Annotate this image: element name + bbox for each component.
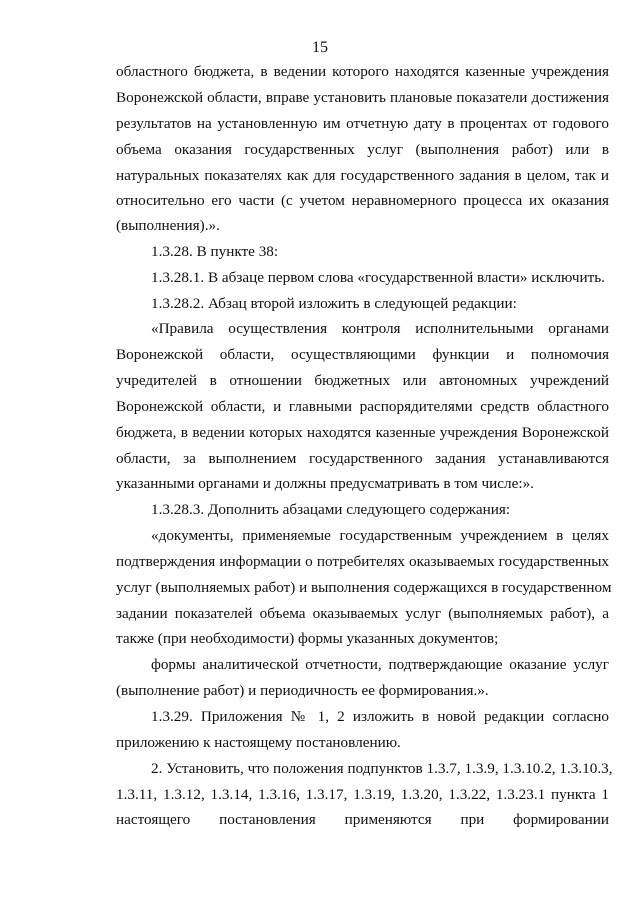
text-line: объема оказания государственных услуг (выполнения работ) или в [116,141,609,158]
text-line: услуг (выполняемых работ) и выполнения содержащихся в государственном [116,579,612,596]
text-line: натуральных показателях как для государственного задания в целом, так и [116,167,609,184]
text-line: Воронежской области, и главными распорядителями средств областного [116,398,609,415]
text-line: указанными органами и должны предусматривать в том числе:». [116,475,534,492]
text-line: относительно его части (с учетом неравномерного процесса их оказания [116,192,609,209]
text-line: (выполнение работ) и периодичность ее формирования.». [116,682,489,699]
text-line: настоящего постановления применяются при формировании [116,811,609,828]
text-line: (выполнения).». [116,217,220,234]
text-line: области, за выполнением государственного задания устанавливаются [116,450,609,467]
text-line: формы аналитической отчетности, подтверждающие оказание услуг [151,656,609,673]
text-line: 1.3.28.1. В абзаце первом слова «государственной власти» исключить. [151,269,605,286]
text-line: областного бюджета, в ведении которого находятся казенные учреждения [116,63,609,80]
text-line: задании показателей объема оказываемых услуг (выполняемых работ), а [116,605,609,622]
text-line: «Правила осуществления контроля исполнительными органами [151,320,609,337]
text-line: учредителей в отношении бюджетных или автономных учреждений [116,372,609,389]
text-line: 1.3.28.2. Абзац второй изложить в следующей редакции: [151,295,517,312]
text-line: 1.3.28. В пункте 38: [151,243,279,260]
page-number: 15 [312,39,328,56]
text-line: Воронежской области, осуществляющими функции и полномочия [116,346,609,363]
text-line: результатов на установленную им отчетную дату в процентах от годового [116,115,609,132]
text-line: 1.3.11, 1.3.12, 1.3.14, 1.3.16, 1.3.17, 1.3.19, 1.3.20, 1.3.22, 1.3.23.1 пункта 1 [116,786,609,803]
text-line: 1.3.29. Приложения № 1, 2 изложить в новой редакции согласно [151,708,609,725]
text-line: подтверждения информации о потребителях оказываемых государственных [116,553,609,570]
text-line: также (при необходимости) формы указанных документов; [116,630,499,647]
text-line: бюджета, в ведении которых находятся казенные учреждения Воронежской [116,424,609,441]
text-line: Воронежской области, вправе установить плановые показатели достижения [116,89,609,106]
text-line: 1.3.28.3. Дополнить абзацами следующего содержания: [151,501,511,518]
text-line: 2. Установить, что положения подпунктов 1.3.7, 1.3.9, 1.3.10.2, 1.3.10.3, [151,760,613,777]
text-line: «документы, применяемые государственным учреждением в целях [151,527,609,544]
text-line: приложению к настоящему постановлению. [116,734,401,751]
